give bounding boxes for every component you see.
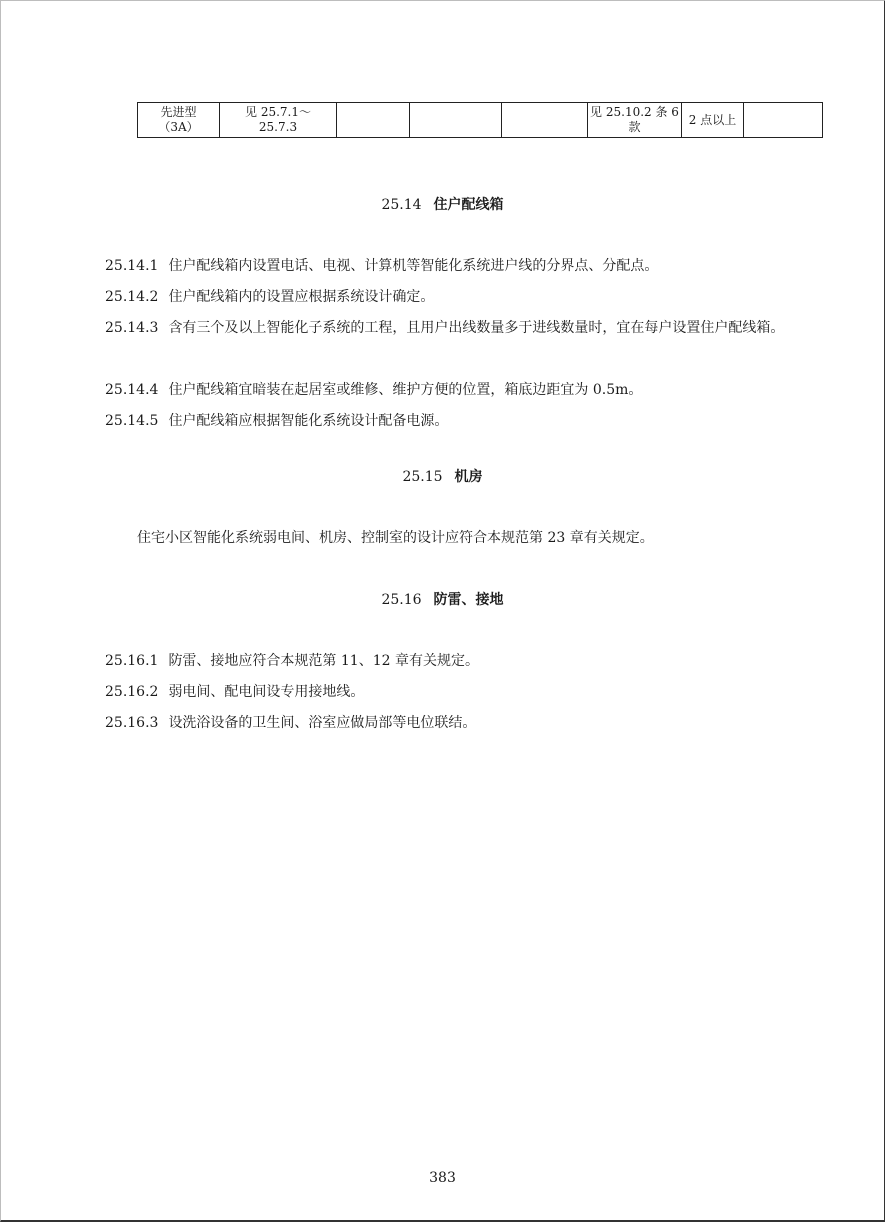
- table-cell: [744, 103, 823, 138]
- table-cell: [337, 103, 410, 138]
- spec-table-fragment: [137, 102, 823, 138]
- table-cell-points: 2 点以上: [682, 103, 744, 138]
- table-row: [138, 103, 823, 138]
- clause-25-14-3: 25.14.3 含有三个及以上智能化子系统的工程，且用户出线数量多于进线数量时，宜在每户设置住户配线箱。: [105, 320, 785, 336]
- clause-25-14-2: 25.14.2 住户配线箱内的设置应根据系统设计确定。: [105, 289, 435, 305]
- clause-25-14-4: 25.14.4 住户配线箱宜暗装在起居室或维修、维护方便的位置，箱底边距宜为 0.5m。: [105, 382, 643, 398]
- section-25-15-paragraph: 住宅小区智能化系统弱电间、机房、控制室的设计应符合本规范第 23 章有关规定。: [137, 530, 654, 546]
- table-cell: [410, 103, 502, 138]
- table-cell-reference: 见 25.7.1～ 25.7.3: [220, 103, 337, 138]
- table-cell-clause-ref: 见 25.10.2 条 6 款: [588, 103, 682, 138]
- clause-25-16-3: 25.16.3 设洗浴设备的卫生间、浴室应做局部等电位联结。: [105, 715, 477, 731]
- clause-25-16-1: 25.16.1 防雷、接地应符合本规范第 11、12 章有关规定。: [105, 653, 479, 669]
- clause-25-16-2: 25.16.2 弱电间、配电间设专用接地线。: [105, 684, 365, 700]
- table-cell-grade: 先进型 （3A）: [138, 103, 220, 138]
- clause-25-14-5: 25.14.5 住户配线箱应根据智能化系统设计配备电源。: [105, 413, 449, 429]
- section-heading-25-14: 25.14 住户配线箱: [381, 197, 504, 213]
- section-heading-25-15: 25.15 机房: [402, 469, 483, 485]
- page-number: 383: [429, 1170, 456, 1186]
- clause-25-14-1: 25.14.1 住户配线箱内设置电话、电视、计算机等智能化系统进户线的分界点、分配点。: [105, 258, 659, 274]
- section-heading-25-16: 25.16 防雷、接地: [381, 592, 504, 608]
- table-cell: [502, 103, 588, 138]
